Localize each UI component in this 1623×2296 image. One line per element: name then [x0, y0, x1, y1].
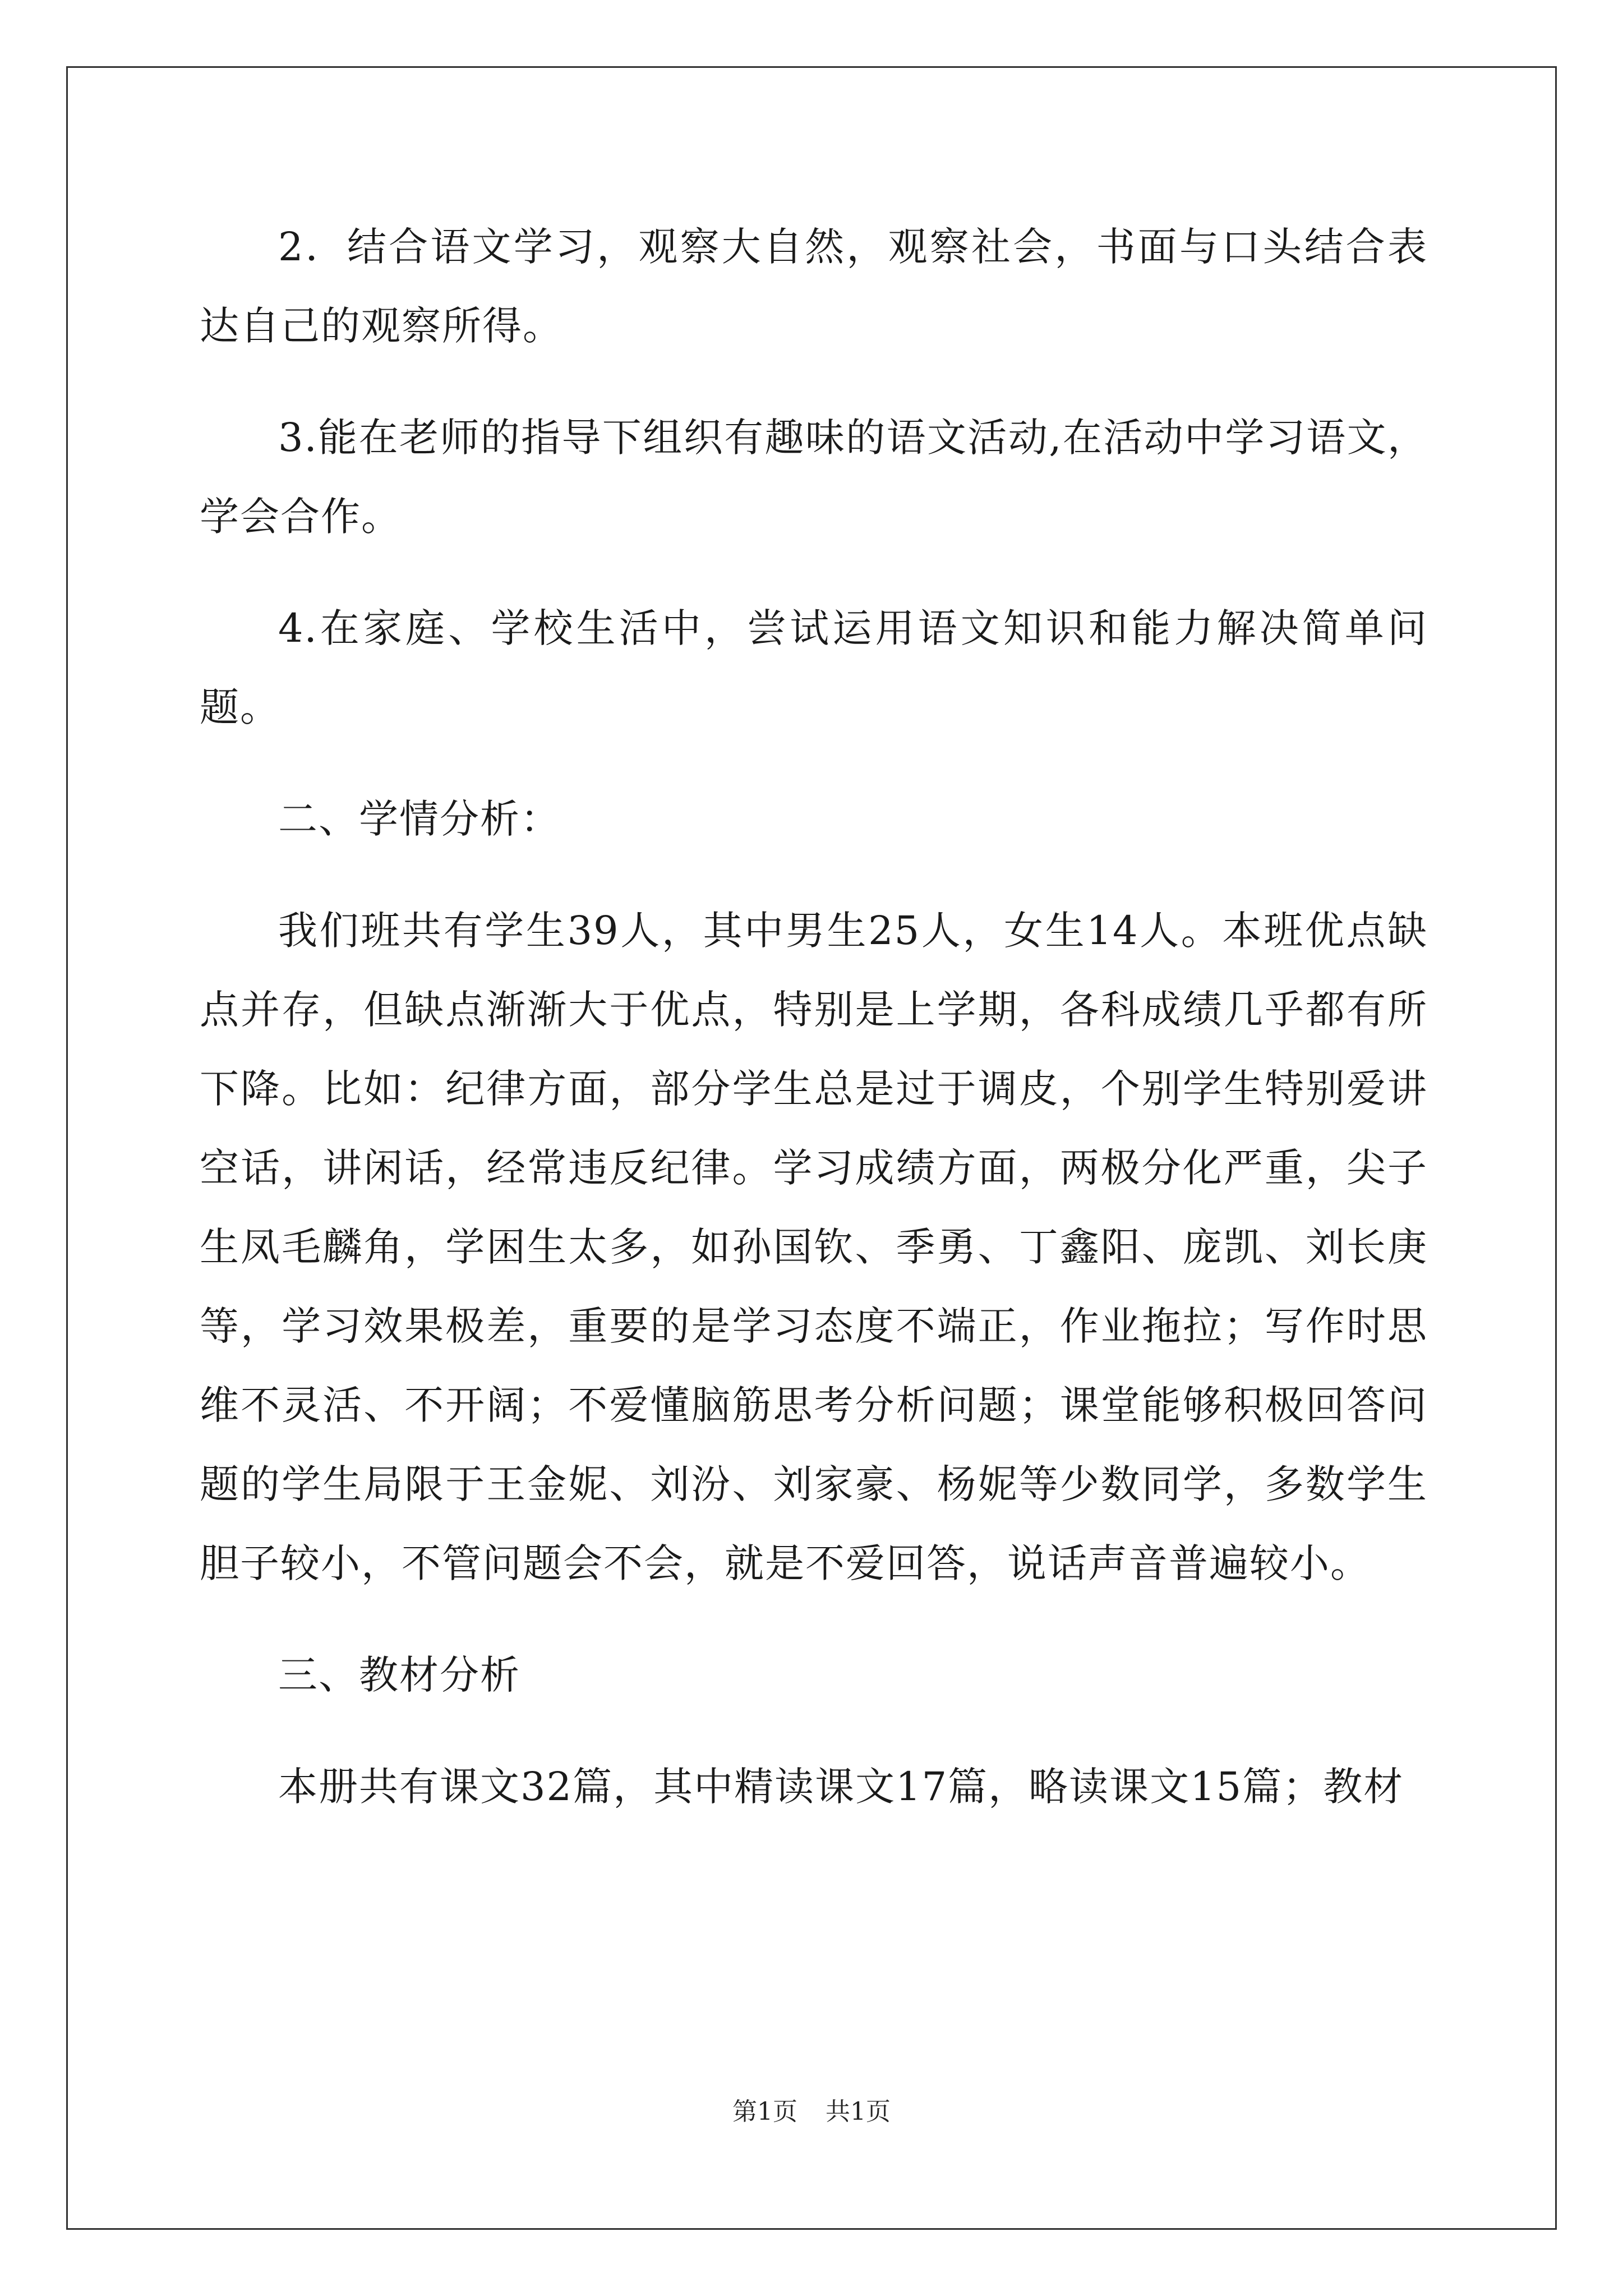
paragraph-textbook-analysis: 本册共有课文32篇，其中精读课文17篇，略读课文15篇；教材	[278, 1764, 1404, 1810]
section-heading-student-analysis: 二、学情分析：	[278, 796, 561, 842]
page-number: 第1页	[732, 2097, 797, 2126]
document-body	[200, 208, 1428, 1859]
paragraph-goal-2: 2．结合语文学习，观察大自然，观察社会，书面与口头结合表达自己的观察所得。	[200, 224, 1428, 349]
paragraph-goal-4: 4.在家庭、学校生活中，尝试运用语文知识和能力解决简单问题。	[200, 605, 1428, 730]
page-footer	[0, 2095, 1623, 2129]
paragraph-student-analysis: 我们班共有学生39人，其中男生25人，女生14人。本班优点缺点并存，但缺点渐渐大于优点，特别是上学期，各科成绩几乎都有所下降。比如：纪律方面，部分学生总是过于调皮，个别学生特别爱讲空话，讲闲话，经常违反纪律。学习成绩方面，两极分化严重，尖子生凤毛麟角，学困生太多，如孙国钦、季勇、丁鑫阳、庞凯、刘长庚等，学习效果极差，重要的是学习态度不端正，作业拖拉；写作时思维不灵活、不开阔；不爱懂脑筋思考分析问题；课堂能够积极回答问题的学生局限于王金妮、刘汾、刘家豪、杨妮等少数同学，多数学生胆子较小，不管问题会不会，就是不爱回答，说话声音普遍较小。	[200, 908, 1428, 1586]
page-total: 共1页	[826, 2097, 891, 2126]
section-heading-textbook-analysis: 三、教材分析	[278, 1652, 520, 1698]
paragraph-goal-3: 3.能在老师的指导下组织有趣味的语文活动,在活动中学习语文，学会合作。	[200, 415, 1428, 540]
